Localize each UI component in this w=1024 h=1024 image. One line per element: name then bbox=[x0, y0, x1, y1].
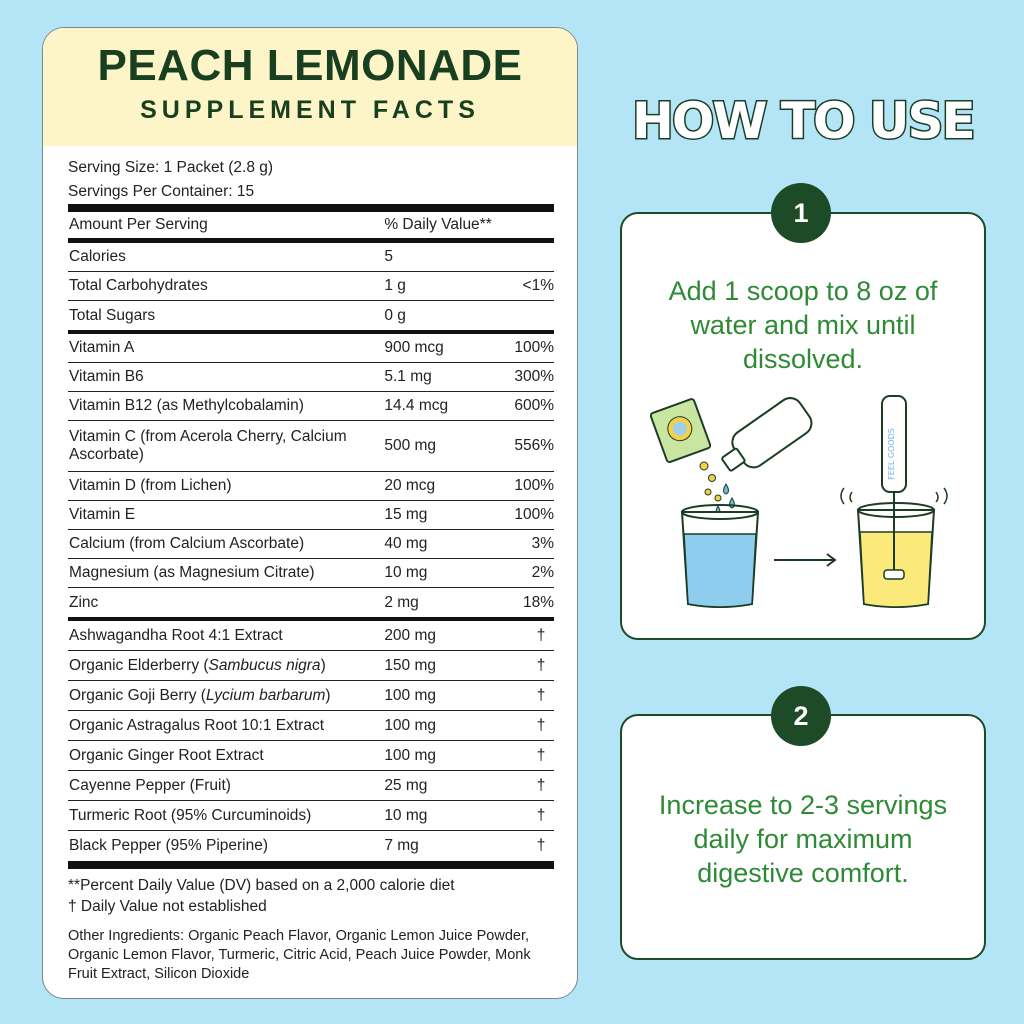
nutrient-daily-value: 600% bbox=[514, 397, 554, 414]
nutrient-name: Vitamin B6 bbox=[69, 368, 144, 385]
nutrient-row bbox=[68, 301, 554, 330]
divider-thick bbox=[68, 204, 554, 212]
bottle-icon bbox=[715, 394, 817, 481]
rows-vitamins bbox=[68, 334, 554, 617]
nutrient-name: Turmeric Root (95% Curcuminoids) bbox=[69, 806, 312, 824]
nutrient-amount: 15 mg bbox=[384, 506, 428, 523]
nutrient-amount: 7 mg bbox=[384, 837, 419, 854]
nutrient-name: Vitamin E bbox=[69, 506, 136, 523]
nutrient-name-suffix: ) bbox=[320, 656, 326, 674]
nutrient-row bbox=[68, 831, 554, 861]
nutrient-name: Magnesium (as Magnesium Citrate) bbox=[69, 564, 315, 581]
nutrient-row bbox=[68, 421, 554, 472]
nutrient-row bbox=[68, 711, 554, 741]
nutrient-daily-value: 3% bbox=[531, 535, 554, 552]
serving-size: Serving Size: 1 Packet (2.8 g) bbox=[68, 159, 274, 176]
nutrient-row bbox=[68, 771, 554, 801]
nutrient-name: Total Carbohydrates bbox=[69, 277, 208, 294]
step-1-card bbox=[620, 212, 986, 640]
nutrient-amount: 14.4 mcg bbox=[384, 397, 449, 414]
nutrient-daily-value: 2% bbox=[531, 564, 554, 581]
nutrient-name: Organic Ginger Root Extract bbox=[69, 746, 264, 764]
nutrient-amount: 25 mg bbox=[384, 776, 428, 794]
nutrient-daily-value: † bbox=[536, 626, 546, 644]
nutrient-name: Calories bbox=[69, 248, 126, 265]
supplement-facts-panel bbox=[42, 27, 578, 999]
powder-icon bbox=[700, 462, 721, 501]
step-1-text: Add 1 scoop to 8 oz of water and mix until dissolved. bbox=[668, 276, 938, 374]
nutrient-row bbox=[68, 243, 554, 272]
nutrient-name: Vitamin C (from Acerola Cherry, Calcium Ascorbate) bbox=[69, 428, 347, 463]
step-2-card bbox=[620, 714, 986, 960]
divider-thick bbox=[68, 861, 554, 869]
nutrient-amount: 20 mcg bbox=[384, 477, 436, 494]
nutrient-daily-value: † bbox=[536, 837, 546, 854]
nutrient-name-prefix: Organic Goji Berry ( bbox=[69, 686, 206, 704]
arrow-icon bbox=[774, 554, 835, 566]
nutrient-row bbox=[68, 501, 554, 530]
nutrient-amount: 100 mg bbox=[384, 746, 437, 764]
mixing-illustration bbox=[622, 394, 988, 634]
nutrient-daily-value: <1% bbox=[522, 277, 554, 294]
nutrient-amount: 200 mg bbox=[384, 626, 437, 644]
nutrient-amount: 100 mg bbox=[384, 686, 437, 704]
facts-body bbox=[68, 156, 554, 984]
nutrient-name: Organic Astragalus Root 10:1 Extract bbox=[69, 716, 325, 734]
nutrient-daily-value: † bbox=[536, 776, 546, 794]
nutrient-name: Vitamin A bbox=[69, 339, 135, 356]
footnote-dagger: † Daily Value not established bbox=[68, 898, 267, 915]
nutrient-daily-value: 556% bbox=[514, 437, 554, 454]
nutrient-name bbox=[68, 687, 384, 705]
nutrient-amount: 5.1 mg bbox=[384, 368, 432, 385]
packet-icon bbox=[650, 398, 711, 463]
nutrient-daily-value: † bbox=[536, 686, 546, 704]
nutrient-daily-value: † bbox=[536, 716, 546, 734]
nutrient-row bbox=[68, 472, 554, 501]
nutrient-name: Zinc bbox=[69, 593, 99, 611]
nutrient-daily-value: 18% bbox=[522, 593, 554, 611]
nutrient-daily-value: 100% bbox=[514, 506, 554, 523]
nutrient-amount: 500 mg bbox=[384, 437, 437, 454]
how-to-use-title: HOW TO USE bbox=[632, 92, 974, 150]
nutrient-row bbox=[68, 621, 554, 651]
step-1-badge: 1 bbox=[771, 183, 831, 243]
nutrient-row bbox=[68, 363, 554, 392]
table-header bbox=[68, 212, 554, 238]
rows-basic bbox=[68, 243, 554, 330]
product-title: PEACH LEMONADE bbox=[97, 41, 523, 90]
nutrient-amount: 40 mg bbox=[384, 535, 428, 552]
nutrient-latin-name: Sambucus nigra bbox=[208, 656, 321, 674]
nutrient-name: Total Sugars bbox=[69, 306, 156, 324]
nutrient-daily-value: 100% bbox=[514, 477, 554, 494]
nutrient-row bbox=[68, 741, 554, 771]
nutrient-name: Vitamin B12 (as Methylcobalamin) bbox=[69, 397, 304, 414]
nutrient-daily-value: † bbox=[536, 806, 546, 824]
servings-per-container: Servings Per Container: 15 bbox=[68, 183, 255, 200]
nutrient-row bbox=[68, 559, 554, 588]
nutrient-amount: 150 mg bbox=[384, 656, 437, 674]
nutrient-row bbox=[68, 801, 554, 831]
daily-value-header: % Daily Value** bbox=[384, 216, 492, 233]
nutrient-row bbox=[68, 334, 554, 363]
nutrient-name: Ashwagandha Root 4:1 Extract bbox=[69, 626, 283, 644]
nutrient-name: Cayenne Pepper (Fruit) bbox=[69, 776, 231, 794]
frother-label: FEEL GOODS bbox=[887, 428, 896, 480]
facts-header bbox=[43, 28, 577, 146]
nutrient-daily-value: † bbox=[536, 746, 546, 764]
nutrient-name: Vitamin D (from Lichen) bbox=[69, 477, 232, 494]
footnote-dv: **Percent Daily Value (DV) based on a 2,000 calorie diet bbox=[68, 877, 455, 894]
nutrient-amount: 10 mg bbox=[384, 806, 428, 824]
nutrient-amount: 5 bbox=[384, 248, 393, 265]
footnotes bbox=[68, 875, 554, 917]
nutrient-amount: 10 mg bbox=[384, 564, 428, 581]
nutrient-amount: 2 mg bbox=[384, 593, 419, 611]
nutrient-daily-value: 100% bbox=[514, 339, 554, 356]
nutrient-daily-value: † bbox=[536, 656, 546, 674]
step-2-badge: 2 bbox=[771, 686, 831, 746]
nutrient-latin-name: Lycium barbarum bbox=[205, 686, 326, 704]
nutrient-name bbox=[68, 657, 384, 675]
lemonade-glass-icon bbox=[858, 503, 934, 607]
nutrient-amount: 1 g bbox=[384, 277, 406, 294]
step-2-text: Increase to 2-3 servings daily for maximum digestive comfort. bbox=[658, 790, 948, 888]
amount-per-serving-header: Amount Per Serving bbox=[69, 216, 208, 233]
nutrient-daily-value: 300% bbox=[514, 368, 554, 385]
nutrient-name-prefix: Organic Elderberry ( bbox=[69, 656, 209, 674]
rows-botanicals bbox=[68, 621, 554, 861]
nutrient-amount: 900 mcg bbox=[384, 339, 444, 356]
other-ingredients: Other Ingredients: Organic Peach Flavor, Organic Lemon Juice Powder, Organic Lemon Flavor, Turmeric, Citric Acid, Peach Juice Powder, Monk Fruit Extract, Silicon Dioxide bbox=[68, 928, 531, 982]
nutrient-name: Calcium (from Calcium Ascorbate) bbox=[69, 535, 305, 552]
nutrient-row bbox=[68, 588, 554, 617]
nutrient-name: Black Pepper (95% Piperine) bbox=[69, 837, 269, 854]
nutrient-amount: 0 g bbox=[384, 306, 406, 324]
water-glass-icon bbox=[682, 505, 758, 607]
nutrient-name-suffix: ) bbox=[325, 686, 331, 704]
nutrient-row bbox=[68, 530, 554, 559]
nutrient-row bbox=[68, 681, 554, 711]
nutrient-row bbox=[68, 392, 554, 421]
nutrient-amount: 100 mg bbox=[384, 716, 437, 734]
facts-subtitle: SUPPLEMENT FACTS bbox=[140, 96, 480, 124]
nutrient-row bbox=[68, 651, 554, 681]
nutrient-row bbox=[68, 272, 554, 301]
